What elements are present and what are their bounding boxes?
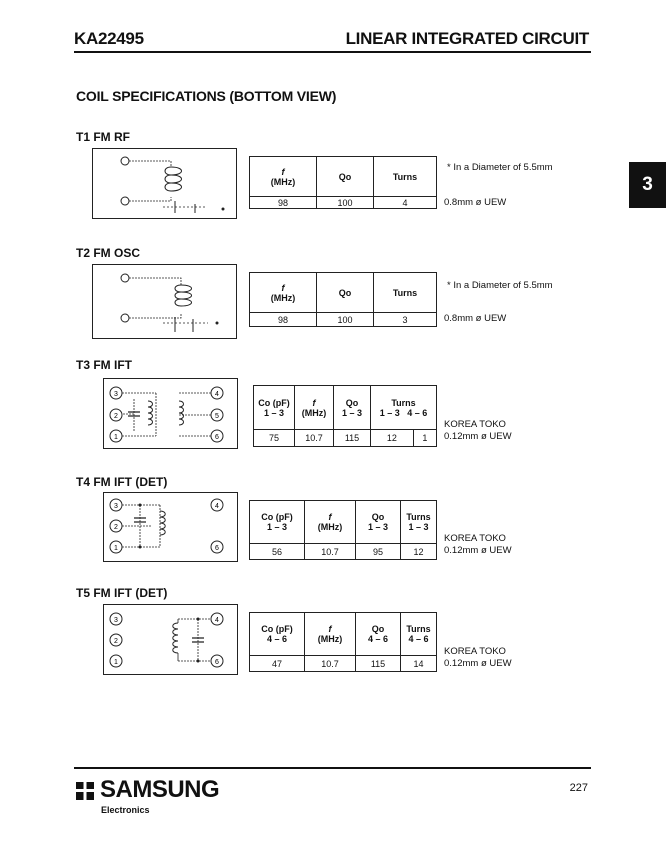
note-maker-t5: KOREA TOKO <box>444 646 506 657</box>
coil-schematic-t3 <box>104 379 237 448</box>
spec-table-t5 <box>249 612 437 672</box>
value-turns-46: 1 <box>413 430 436 447</box>
coil-diagram-t3 <box>103 378 238 449</box>
spec-table-t4 <box>249 500 437 560</box>
coil-title-t4: T4 FM IFT (DET) <box>76 475 168 489</box>
pin-label: 4 <box>215 391 219 398</box>
header-q: Qo 1 – 3 <box>356 501 401 544</box>
pin-label: 5 <box>215 413 219 420</box>
value-freq: 10.7 <box>295 430 334 447</box>
value-freq: 10.7 <box>305 544 356 560</box>
header-co: Co (pF) 1 – 3 <box>250 501 305 544</box>
pin-label: 3 <box>114 503 118 510</box>
coil-diagram-t2 <box>92 264 237 339</box>
value-turns: 14 <box>401 656 437 672</box>
value-co: 56 <box>250 544 305 560</box>
header-turns: Turns 1 – 3 <box>401 501 437 544</box>
value-co: 75 <box>254 430 295 447</box>
pin-label: 4 <box>215 503 219 510</box>
value-q: 115 <box>334 430 371 447</box>
pin-label: 3 <box>114 617 118 624</box>
coil-diagram-t5 <box>103 604 238 675</box>
value-q: 115 <box>356 656 401 672</box>
header-freq: f (MHz) <box>250 157 317 197</box>
value-freq: 98 <box>250 313 317 327</box>
coil-title-t1: T1 FM RF <box>76 130 130 144</box>
pin-label: 1 <box>114 434 118 441</box>
coil-schematic-t1 <box>93 149 236 218</box>
pin-label: 1 <box>114 659 118 666</box>
samsung-logo-icon <box>74 777 98 812</box>
value-turns-13: 12 <box>371 430 414 447</box>
page-number: 227 <box>569 782 588 794</box>
header-freq: f (MHz) <box>305 501 356 544</box>
pin-label: 1 <box>114 545 118 552</box>
pin-label: 2 <box>114 524 118 531</box>
note-wire-t5: 0.12mm ø UEW <box>444 658 512 669</box>
coil-schematic-t4 <box>104 493 237 561</box>
pin-label: 6 <box>215 659 219 666</box>
coil-diagram-t4 <box>103 492 238 562</box>
pin-label: 4 <box>215 617 219 624</box>
note-wire-t4: 0.12mm ø UEW <box>444 545 512 556</box>
header-q: Qo 1 – 3 <box>334 386 371 430</box>
spec-table-t2 <box>249 272 437 327</box>
value-freq: 10.7 <box>305 656 356 672</box>
note-maker-t4: KOREA TOKO <box>444 533 506 544</box>
coil-diagram-t1 <box>92 148 237 219</box>
pin-label: 3 <box>114 391 118 398</box>
header-turns: Turns <box>374 157 437 197</box>
header-co: Co (pF) 1 – 3 <box>254 386 295 430</box>
section-title: COIL SPECIFICATIONS (BOTTOM VIEW) <box>76 88 337 104</box>
note-wire-t3: 0.12mm ø UEW <box>444 431 512 442</box>
note-wire-t2: 0.8mm ø UEW <box>444 313 507 324</box>
header-q: Qo 4 – 6 <box>356 613 401 656</box>
spec-table-t1 <box>249 156 437 209</box>
spec-table-t3 <box>253 385 437 447</box>
note-maker-t3: KOREA TOKO <box>444 419 506 430</box>
pin-label: 2 <box>114 413 118 420</box>
value-turns: 3 <box>374 313 437 327</box>
value-q: 95 <box>356 544 401 560</box>
footer-rule <box>74 767 591 769</box>
part-number: KA22495 <box>74 29 144 48</box>
header-co: Co (pF) 4 – 6 <box>250 613 305 656</box>
header-q: Qo <box>317 273 374 313</box>
header-turns: Turns 1 – 3 4 – 6 <box>371 386 437 430</box>
note-diameter-t2: * In a Diameter of 5.5mm <box>447 280 553 291</box>
value-turns: 4 <box>374 197 437 209</box>
coil-schematic-t5 <box>104 605 237 674</box>
brand-subtitle: Electronics <box>101 805 150 815</box>
header-q: Qo <box>317 157 374 197</box>
brand-name: SAMSUNG <box>100 776 220 803</box>
value-turns: 12 <box>401 544 437 560</box>
value-q: 100 <box>317 197 374 209</box>
doc-category: LINEAR INTEGRATED CIRCUIT <box>345 29 589 48</box>
header-rule <box>74 51 591 53</box>
pin-label: 6 <box>215 434 219 441</box>
coil-title-t3: T3 FM IFT <box>76 358 132 372</box>
header-turns: Turns 4 – 6 <box>401 613 437 656</box>
pin-label: 2 <box>114 638 118 645</box>
coil-schematic-t2 <box>93 265 236 338</box>
note-diameter-t1: * In a Diameter of 5.5mm <box>447 162 553 173</box>
header-freq: f (MHz) <box>250 273 317 313</box>
value-co: 47 <box>250 656 305 672</box>
header-turns: Turns <box>374 273 437 313</box>
chapter-tab: 3 <box>629 162 666 208</box>
header-freq: f (MHz) <box>295 386 334 430</box>
value-freq: 98 <box>250 197 317 209</box>
coil-title-t5: T5 FM IFT (DET) <box>76 586 168 600</box>
value-q: 100 <box>317 313 374 327</box>
note-wire-t1: 0.8mm ø UEW <box>444 197 507 208</box>
header-freq: f (MHz) <box>305 613 356 656</box>
pin-label: 6 <box>215 545 219 552</box>
coil-title-t2: T2 FM OSC <box>76 246 141 260</box>
